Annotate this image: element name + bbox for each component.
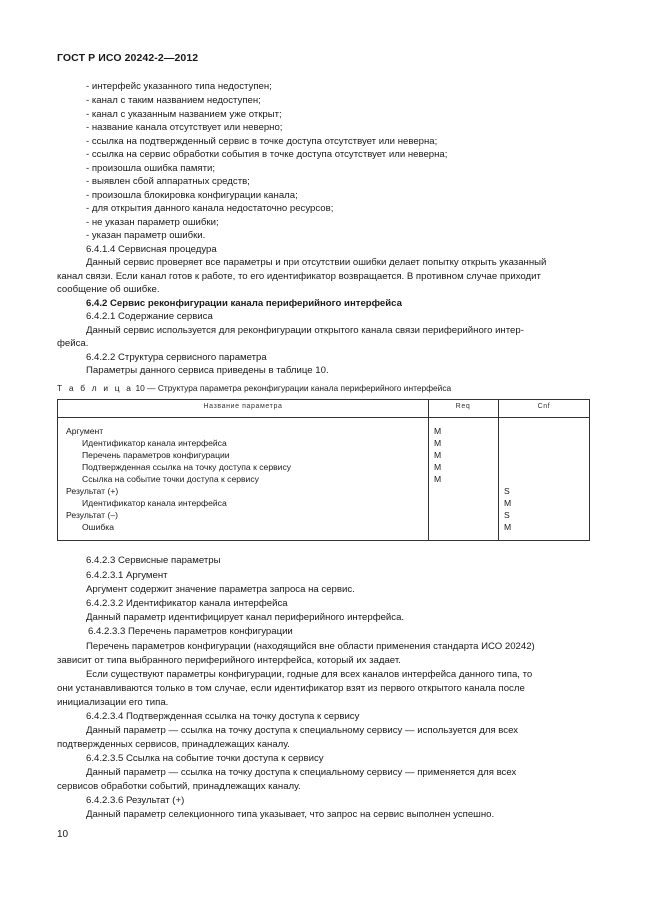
clause-heading: 6.4.2.3.4 Подтвержденная ссылка на точку доступа к сервису [86,711,360,722]
column-header-cnf: Cnf [537,403,551,410]
list-item: - интерфейс указанного типа недоступен; [86,81,272,92]
table-caption [57,383,451,393]
paragraph-line: Данный параметр — ссылка на точку доступа к специальному сервису — применяется для всех [86,767,517,778]
list-item: - указан параметр ошибки. [86,230,206,241]
table-caption-text: 10 — Структура параметра реконфигурации канала периферийного интерфейса [133,383,452,393]
parameter-table [57,399,590,541]
header-divider [58,417,589,418]
column-header-name: Название параметра [203,403,283,410]
paragraph-line: фейса. [57,338,89,349]
paragraph-line: они устанавливаются только в том случае, если идентификатор взят из первого открытого канала после [57,683,525,694]
paragraph-line: подтвержденных сервисов, принадлежащих каналу. [57,739,290,750]
table-caption-lead: Т а б л и ц а [57,383,134,393]
table-cell-cnf: S [504,486,510,496]
list-item: - название канала отсутствует или неверно; [86,122,283,133]
table-cell-req: M [434,426,442,436]
table-cell-name: Идентификатор канала интерфейса [82,498,227,508]
section-heading-6414: 6.4.1.4 Сервисная процедура [86,244,217,255]
paragraph-line: сервисов обработки событий, принадлежащих каналу. [57,781,301,792]
list-item: - выявлен сбой аппаратных средств; [86,176,250,187]
clause-heading: 6.4.2.3.5 Ссылка на событие точки доступа к сервису [86,753,324,764]
paragraph-line: Данный параметр селекционного типа указывает, что запрос на сервис выполнен успешно. [86,809,495,820]
table-cell-name: Ошибка [82,522,115,532]
paragraph-line: Данный параметр идентифицирует канал периферийного интерфейса. [86,612,405,623]
paragraph-line: Аргумент содержит значение параметра запроса на сервис. [86,584,355,595]
list-item: - канал с указанным названием уже открыт; [86,109,282,120]
subsection-heading-6421: 6.4.2.1 Содержание сервиса [86,311,213,322]
clause-heading: 6.4.2.3.2 Идентификатор канала интерфейса [86,598,288,609]
list-item: - произошла блокировка конфигурации канала; [86,190,298,201]
list-item: - произошла ошибка памяти; [86,163,216,174]
page-number: 10 [57,829,69,840]
paragraph-line: Параметры данного сервиса приведены в таблице 10. [86,365,329,376]
table-cell-req: M [434,474,442,484]
table-cell-name: Ссылка на событие точки доступа к сервису [82,474,259,484]
list-item: - для открытия данного канала недостаточно ресурсов; [86,203,334,214]
column-header-req: Req [455,403,471,410]
subsection-heading-6423: 6.4.2.3 Сервисные параметры [86,555,221,566]
paragraph-line: канал связи. Если канал готов к работе, то его идентификатор возвращается. В противном случае приходит [57,271,541,282]
clause-heading: 6.4.2.3.3 Перечень параметров конфигурации [88,626,293,637]
table-cell-cnf: S [504,510,510,520]
table-cell-name: Идентификатор канала интерфейса [82,438,227,448]
table-cell-cnf: M [504,522,512,532]
section-heading-642: 6.4.2 Сервис реконфигурации канала периферийного интерфейса [86,298,402,309]
table-cell-cnf: M [504,498,512,508]
paragraph-line: Данный параметр — ссылка на точку доступа к специальному сервису — используется для всех [86,725,519,736]
column-divider [428,400,429,540]
table-cell-req: M [434,462,442,472]
table-cell-name: Результат (–) [66,510,118,520]
clause-heading: 6.4.2.3.6 Результат (+) [86,795,185,806]
table-cell-req: M [434,450,442,460]
table-cell-req: M [434,438,442,448]
paragraph-line: Перечень параметров конфигурации (находящийся вне области применения стандарта ИСО 20242) [86,641,535,652]
subsection-heading-6422: 6.4.2.2 Структура сервисного параметра [86,352,267,363]
list-item: - ссылка на сервис обработки события в точке доступа отсутствует или неверна; [86,149,448,160]
paragraph-line: Данный сервис используется для реконфигурации открытого канала связи периферийного интер- [86,325,524,336]
clause-heading: 6.4.2.3.1 Аргумент [86,570,168,581]
column-divider [498,400,499,540]
paragraph-line: инициализации его типа. [57,697,169,708]
list-item: - ссылка на подтвержденный сервис в точке доступа отсутствует или неверна; [86,136,438,147]
table-cell-name: Перечень параметров конфигурации [82,450,230,460]
paragraph-line: зависит от типа выбранного периферийного интерфейса, который их задает. [57,655,401,666]
paragraph-line: Если существуют параметры конфигурации, годные для всех каналов интерфейса данного типа, то [86,669,533,680]
paragraph-line: Данный сервис проверяет все параметры и при отсутствии ошибки делает попытку открыть указанный [86,257,547,268]
table-cell-name: Результат (+) [66,486,119,496]
table-cell-name: Подтвержденная ссылка на точку доступа к сервису [82,462,292,472]
document-header: ГОСТ Р ИСО 20242-2—2012 [57,52,199,64]
paragraph-line: сообщение об ошибке. [57,284,160,295]
list-item: - канал с таким названием недоступен; [86,95,261,106]
table-cell-name: Аргумент [66,426,104,436]
list-item: - не указан параметр ошибки; [86,217,219,228]
